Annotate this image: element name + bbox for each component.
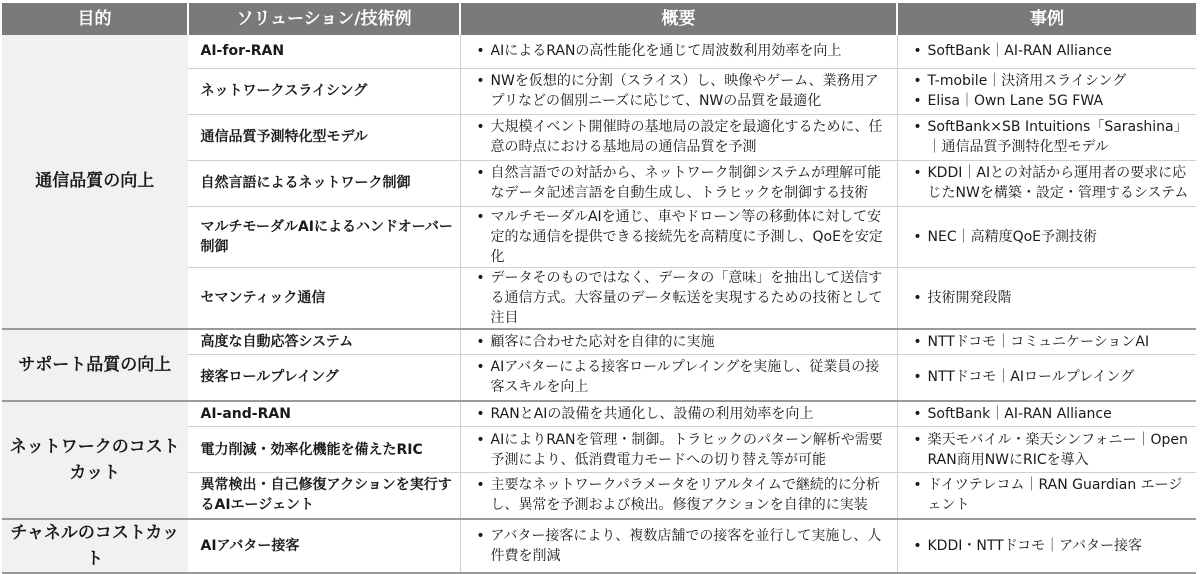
goal-cell: サポート品質の向上 [2,329,188,401]
bullet-icon: • [913,73,922,89]
bullet-icon: • [913,333,922,350]
solution-cell: マルチモーダルAIによるハンドオーバー制御 [188,206,460,267]
header-overview: 概要 [460,3,897,35]
bullet-icon: • [476,43,485,60]
solution-cell: 電力削減・効率化機能を備えたRIC [188,427,460,473]
header-goal: 目的 [2,3,188,35]
bullet-icon: • [476,431,485,448]
overview-cell: • 顧客に合わせた応対を自律的に実施 [460,329,897,355]
bullet-icon: • [476,73,485,89]
overview-cell: • AIアバターによる接客ロールプレイングを実施し、従業員の接客スキルを向上 [460,355,897,401]
bullet-icon: • [476,405,485,422]
bullet-icon: • [476,208,485,225]
bullet-icon: • [913,93,922,109]
table-body [2,35,1196,573]
overview-cell: • アバター接客により、複数店舗での接客を並行して実施し、人件費を削減 [460,519,897,573]
table-row [2,401,1196,427]
solution-cell: 接客ロールプレイング [188,355,460,401]
table-row [2,519,1196,573]
header-cases: 事例 [897,3,1196,35]
cases-cell: • ドイツテレコム｜RAN Guardian エージェント [897,473,1196,519]
bullet-icon: • [476,477,485,494]
overview-cell: • RANとAIの設備を共通化し、設備の利用効率を向上 [460,401,897,427]
solution-cell: セマンティック通信 [188,267,460,329]
header-row [2,3,1196,35]
solution-cell: 自然言語によるネットワーク制御 [188,160,460,206]
cases-cell: • 技術開発段階 [897,267,1196,329]
cases-cell: • SoftBank｜AI-RAN Alliance [897,35,1196,68]
goal-cell: ネットワークのコストカット [2,401,188,519]
bullet-icon: • [913,228,922,245]
header-solution: ソリューション/技術例 [188,3,460,35]
goal-cell: チャネルのコストカット [2,519,188,573]
overview-cell: • 主要なネットワークパラメータをリアルタイムで継続的に分析し、異常を予測および検出。修復アクションを自律的に実装 [460,473,897,519]
solution-cell: 高度な自動応答システム [188,329,460,355]
overview-cell: • AIによりRANを管理・制御。トラヒックのパターン解析や需要予測により、低消費電力モードへの切り替え等が可能 [460,427,897,473]
solution-cell: AI-and-RAN [188,401,460,427]
bullet-icon: • [476,359,485,376]
use-case-table [2,3,1196,574]
table-row [2,35,1196,68]
bullet-icon: • [913,431,922,448]
bullet-icon: • [913,289,922,306]
cases-cell: • 楽天モバイル・楽天シンフォニー｜Open RAN商用NWにRICを導入 [897,427,1196,473]
bullet-icon: • [913,43,922,60]
bullet-icon: • [476,527,485,544]
goal-cell: 通信品質の向上 [2,35,188,329]
table-row [2,329,1196,355]
cases-cell: • T-mobile｜決済用スライシング • Elisa｜Own Lane 5G FWA [897,68,1196,114]
bullet-icon: • [913,369,922,386]
bullet-icon: • [476,333,485,350]
bullet-icon: • [476,165,485,181]
bullet-icon: • [913,165,922,181]
solution-cell: AIアバター接客 [188,519,460,573]
solution-cell: 異常検出・自己修復アクションを実行するAIエージェント [188,473,460,519]
overview-cell: • 大規模イベント開催時の基地局の設定を最適化するために、任意の時点における基地局の通信品質を予測 [460,114,897,160]
bullet-icon: • [476,119,485,135]
overview-cell: • NWを仮想的に分割（スライス）し、映像やゲーム、業務用アプリなどの個別ニーズに応じて、NWの品質を最適化 [460,68,897,114]
bullet-icon: • [476,269,485,286]
solution-cell: ネットワークスライシング [188,68,460,114]
bullet-icon: • [913,537,922,554]
cases-cell: • NEC｜高精度QoE予測技術 [897,206,1196,267]
cases-cell: • KDDI・NTTドコモ｜アバター接客 [897,519,1196,573]
cases-cell: • KDDI｜AIとの対話から運用者の要求に応じたNWを構築・設定・管理するシステム [897,160,1196,206]
cases-cell: • SoftBank×SB Intuitions「Sarashina」｜通信品質予測特化型モデル [897,114,1196,160]
bullet-icon: • [913,477,922,494]
overview-cell: • マルチモーダルAIを通じ、車やドローン等の移動体に対して安定的な通信を提供できる接続先を高精度に予測し、QoEを安定化 [460,206,897,267]
cases-cell: • NTTドコモ｜AIロールプレイング [897,355,1196,401]
overview-cell: • 自然言語での対話から、ネットワーク制御システムが理解可能なデータ記述言語を自動生成し、トラヒックを制御する技術 [460,160,897,206]
cases-cell: • NTTドコモ｜コミュニケーションAI [897,329,1196,355]
cases-cell: • SoftBank｜AI-RAN Alliance [897,401,1196,427]
overview-cell: • AIによるRANの高性能化を通じて周波数利用効率を向上 [460,35,897,68]
solution-cell: AI-for-RAN [188,35,460,68]
bullet-icon: • [913,119,922,135]
solution-cell: 通信品質予測特化型モデル [188,114,460,160]
overview-cell: • データそのものではなく、データの「意味」を抽出して送信する通信方式。大容量のデータ転送を実現するための技術として注目 [460,267,897,329]
bullet-icon: • [913,405,922,422]
